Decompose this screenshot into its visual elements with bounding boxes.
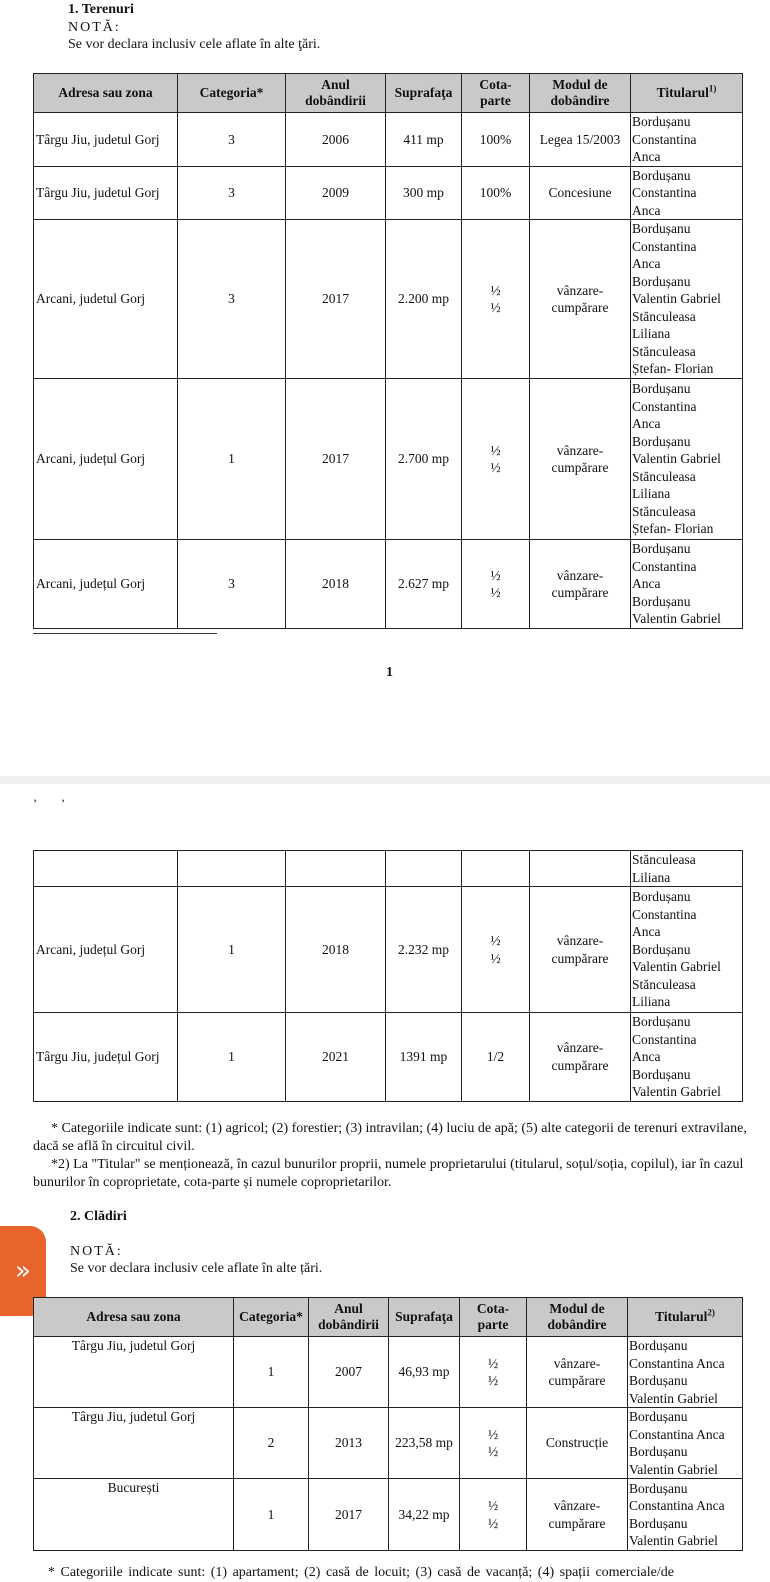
header-cota: Cota- parte xyxy=(462,74,530,113)
footnote-titular: *2) La "Titular" se menționează, în cazul bunurilor proprii, numele proprietarului (titularul, soțul/soția, copilul), iar în cazul bunurilor în coproprietate, cota-parte și numele coproprietarilor. xyxy=(33,1157,744,1190)
cell-suprafata: 46,93 mp xyxy=(389,1337,460,1408)
table-body xyxy=(34,1337,743,1551)
cell-adresa: București xyxy=(34,1479,234,1551)
cell-cota: 100% xyxy=(462,113,530,167)
cell-adresa xyxy=(34,851,178,887)
cell-adresa: Arcani, județul Gorj xyxy=(34,887,178,1013)
table-row xyxy=(34,1013,743,1102)
cell-anul: 2007 xyxy=(309,1337,389,1408)
cell-categoria: 3 xyxy=(178,113,286,167)
table-row xyxy=(34,540,743,629)
table-row xyxy=(34,220,743,379)
cell-adresa: Arcani, județul Gorj xyxy=(34,379,178,540)
cell-titular: Bordușanu Constantina Anca Bordușanu Valentin Gabriel xyxy=(628,1479,743,1551)
cell-titular: Stănculeasa Liliana xyxy=(631,851,743,887)
cell-cota: 1/2 xyxy=(462,1013,530,1102)
header-anul: Anul dobândirii xyxy=(309,1298,389,1337)
cell-categoria: 1 xyxy=(178,379,286,540)
cell-categoria: 1 xyxy=(234,1337,309,1408)
header-modul: Modul de dobândire xyxy=(530,74,631,113)
scan-marks: ’ ’ xyxy=(33,796,65,810)
terenuri-table-page2 xyxy=(33,850,743,1102)
cell-titular: Bordușanu Constantina Anca Bordușanu Valentin Gabriel xyxy=(631,1013,743,1102)
cell-categoria: 2 xyxy=(234,1408,309,1479)
cell-cota: ½ ½ xyxy=(462,887,530,1013)
cell-titular: Bordușanu Constantina Anca Bordușanu Valentin Gabriel Stănculeasa Liliana xyxy=(631,887,743,1013)
cell-adresa: Arcani, judetul Gorj xyxy=(34,220,178,379)
nota-label: NOTĂ: xyxy=(70,1244,123,1259)
cell-suprafata: 34,22 mp xyxy=(389,1479,460,1551)
cell-cota: ½ ½ xyxy=(462,220,530,379)
header-suprafata: Suprafaţa xyxy=(386,74,462,113)
cell-titular: Bordușanu Constantina Anca xyxy=(631,166,743,220)
cell-adresa: Târgu Jiu, judetul Gorj xyxy=(34,166,178,220)
cell-modul: vânzare- cumpărare xyxy=(530,1013,631,1102)
footnote-separator xyxy=(33,633,217,634)
cell-anul: 2017 xyxy=(286,220,386,379)
table-body xyxy=(34,113,743,629)
cell-cota: ½ ½ xyxy=(460,1337,527,1408)
cell-modul xyxy=(530,851,631,887)
cell-modul: vânzare- cumpărare xyxy=(530,379,631,540)
cell-adresa: Târgu Jiu, judetul Gorj xyxy=(34,1337,234,1408)
cell-modul: Concesiune xyxy=(530,166,631,220)
cell-titular: Bordușanu Constantina Anca xyxy=(631,113,743,167)
nota-text: Se vor declara inclusiv cele aflate în alte țări. xyxy=(70,1261,323,1276)
header-modul: Modul de dobândire xyxy=(527,1298,628,1337)
cell-titular: Bordușanu Constantina Anca Bordușanu Valentin Gabriel Stănculeasa Liliana Stănculeasa Ștefan- Florian xyxy=(631,220,743,379)
cell-categoria xyxy=(178,851,286,887)
cell-categoria: 1 xyxy=(178,887,286,1013)
cell-anul: 2017 xyxy=(309,1479,389,1551)
page-divider xyxy=(0,776,770,784)
header-anul: Anul dobândirii xyxy=(286,74,386,113)
header-titular: Titularul$^{1)}$ xyxy=(631,74,743,113)
cell-modul: vânzare- cumpărare xyxy=(527,1337,628,1408)
cell-adresa: Târgu Jiu, judetul Gorj xyxy=(34,1408,234,1479)
cell-adresa: Târgu Jiu, judetul Gorj xyxy=(34,113,178,167)
cell-titular: Bordușanu Constantina Anca Bordușanu Valentin Gabriel xyxy=(631,540,743,629)
cell-anul: 2018 xyxy=(286,540,386,629)
cell-categoria: 3 xyxy=(178,166,286,220)
cell-anul: 2018 xyxy=(286,887,386,1013)
table-row xyxy=(34,1408,743,1479)
footnote-categorii-cladiri: * Categoriile indicate sunt: (1) apartament; (2) casă de locuit; (3) casă de vacanță; (4) spații comerciale/de xyxy=(48,1565,674,1580)
cell-anul: 2006 xyxy=(286,113,386,167)
cell-titular: Bordușanu Constantina Anca Bordușanu Valentin Gabriel Stănculeasa Liliana Stănculeasa Ștefan- Florian xyxy=(631,379,743,540)
cell-suprafata: 2.200 mp xyxy=(386,220,462,379)
cell-cota: ½ ½ xyxy=(462,379,530,540)
cell-anul xyxy=(286,851,386,887)
header-categoria: Categoria* xyxy=(178,74,286,113)
cell-suprafata: 2.232 mp xyxy=(386,887,462,1013)
section-title-cladiri: 2. Clădiri xyxy=(70,1209,127,1224)
cell-cota xyxy=(462,851,530,887)
table-header-row xyxy=(34,74,743,113)
header-adresa: Adresa sau zona xyxy=(34,74,178,113)
cell-suprafata: 300 mp xyxy=(386,166,462,220)
page-number: 1 xyxy=(386,665,393,680)
cell-suprafata: 2.627 mp xyxy=(386,540,462,629)
double-chevron-right-icon: » xyxy=(15,1256,31,1286)
cell-suprafata: 2.700 mp xyxy=(386,379,462,540)
cell-modul: vânzare- cumpărare xyxy=(530,220,631,379)
table-row xyxy=(34,166,743,220)
table-row xyxy=(34,379,743,540)
table-row xyxy=(34,1337,743,1408)
header-titular: Titularul$^{2)}$ xyxy=(628,1298,743,1337)
header-adresa: Adresa sau zona xyxy=(34,1298,234,1337)
cell-cota: 100% xyxy=(462,166,530,220)
cell-suprafata: 411 mp xyxy=(386,113,462,167)
footnote-categorii-terenuri: * Categoriile indicate sunt: (1) agricol; (2) forestier; (3) intravilan; (4) luciu de apă; (5) alte categorii de terenuri extravilane, dacă se află în circuitul civil. xyxy=(33,1121,747,1154)
header-categoria: Categoria* xyxy=(234,1298,309,1337)
nota-text: Se vor declara inclusiv cele aflate în alte ţări. xyxy=(68,37,321,52)
cell-suprafata: 1391 mp xyxy=(386,1013,462,1102)
cell-suprafata: 223,58 mp xyxy=(389,1408,460,1479)
cell-anul: 2013 xyxy=(309,1408,389,1479)
table-row xyxy=(34,113,743,167)
cell-cota: ½ ½ xyxy=(462,540,530,629)
header-superscript: 1) xyxy=(708,83,717,94)
table-row xyxy=(34,1479,743,1551)
cell-titular: Bordușanu Constantina Anca Bordușanu Valentin Gabriel xyxy=(628,1408,743,1479)
cell-titular: Bordușanu Constantina Anca Bordușanu Valentin Gabriel xyxy=(628,1337,743,1408)
table-row xyxy=(34,851,743,887)
table-row xyxy=(34,887,743,1013)
header-suprafata: Suprafaţa xyxy=(389,1298,460,1337)
cell-anul: 2021 xyxy=(286,1013,386,1102)
cell-categoria: 1 xyxy=(178,1013,286,1102)
table-body xyxy=(34,851,743,1102)
cell-adresa: Târgu Jiu, județul Gorj xyxy=(34,1013,178,1102)
cladiri-table xyxy=(33,1297,743,1551)
cell-modul: Construcție xyxy=(527,1408,628,1479)
cell-categoria: 3 xyxy=(178,540,286,629)
cell-categoria: 3 xyxy=(178,220,286,379)
terenuri-table-page1 xyxy=(33,73,743,629)
header-superscript: 2) xyxy=(707,1307,715,1318)
cell-anul: 2009 xyxy=(286,166,386,220)
cell-modul: vânzare- cumpărare xyxy=(530,540,631,629)
cell-modul: vânzare- cumpărare xyxy=(527,1479,628,1551)
cell-categoria: 1 xyxy=(234,1479,309,1551)
table-header-row xyxy=(34,1298,743,1337)
section-title-terenuri: 1. Terenuri xyxy=(68,2,134,17)
cell-suprafata xyxy=(386,851,462,887)
header-cota: Cota- parte xyxy=(460,1298,527,1337)
cell-cota: ½ ½ xyxy=(460,1408,527,1479)
cell-modul: vânzare- cumpărare xyxy=(530,887,631,1013)
cell-modul: Legea 15/2003 xyxy=(530,113,631,167)
nota-label: NOTĂ: xyxy=(68,20,121,35)
cell-adresa: Arcani, județul Gorj xyxy=(34,540,178,629)
cell-anul: 2017 xyxy=(286,379,386,540)
cell-cota: ½ ½ xyxy=(460,1479,527,1551)
